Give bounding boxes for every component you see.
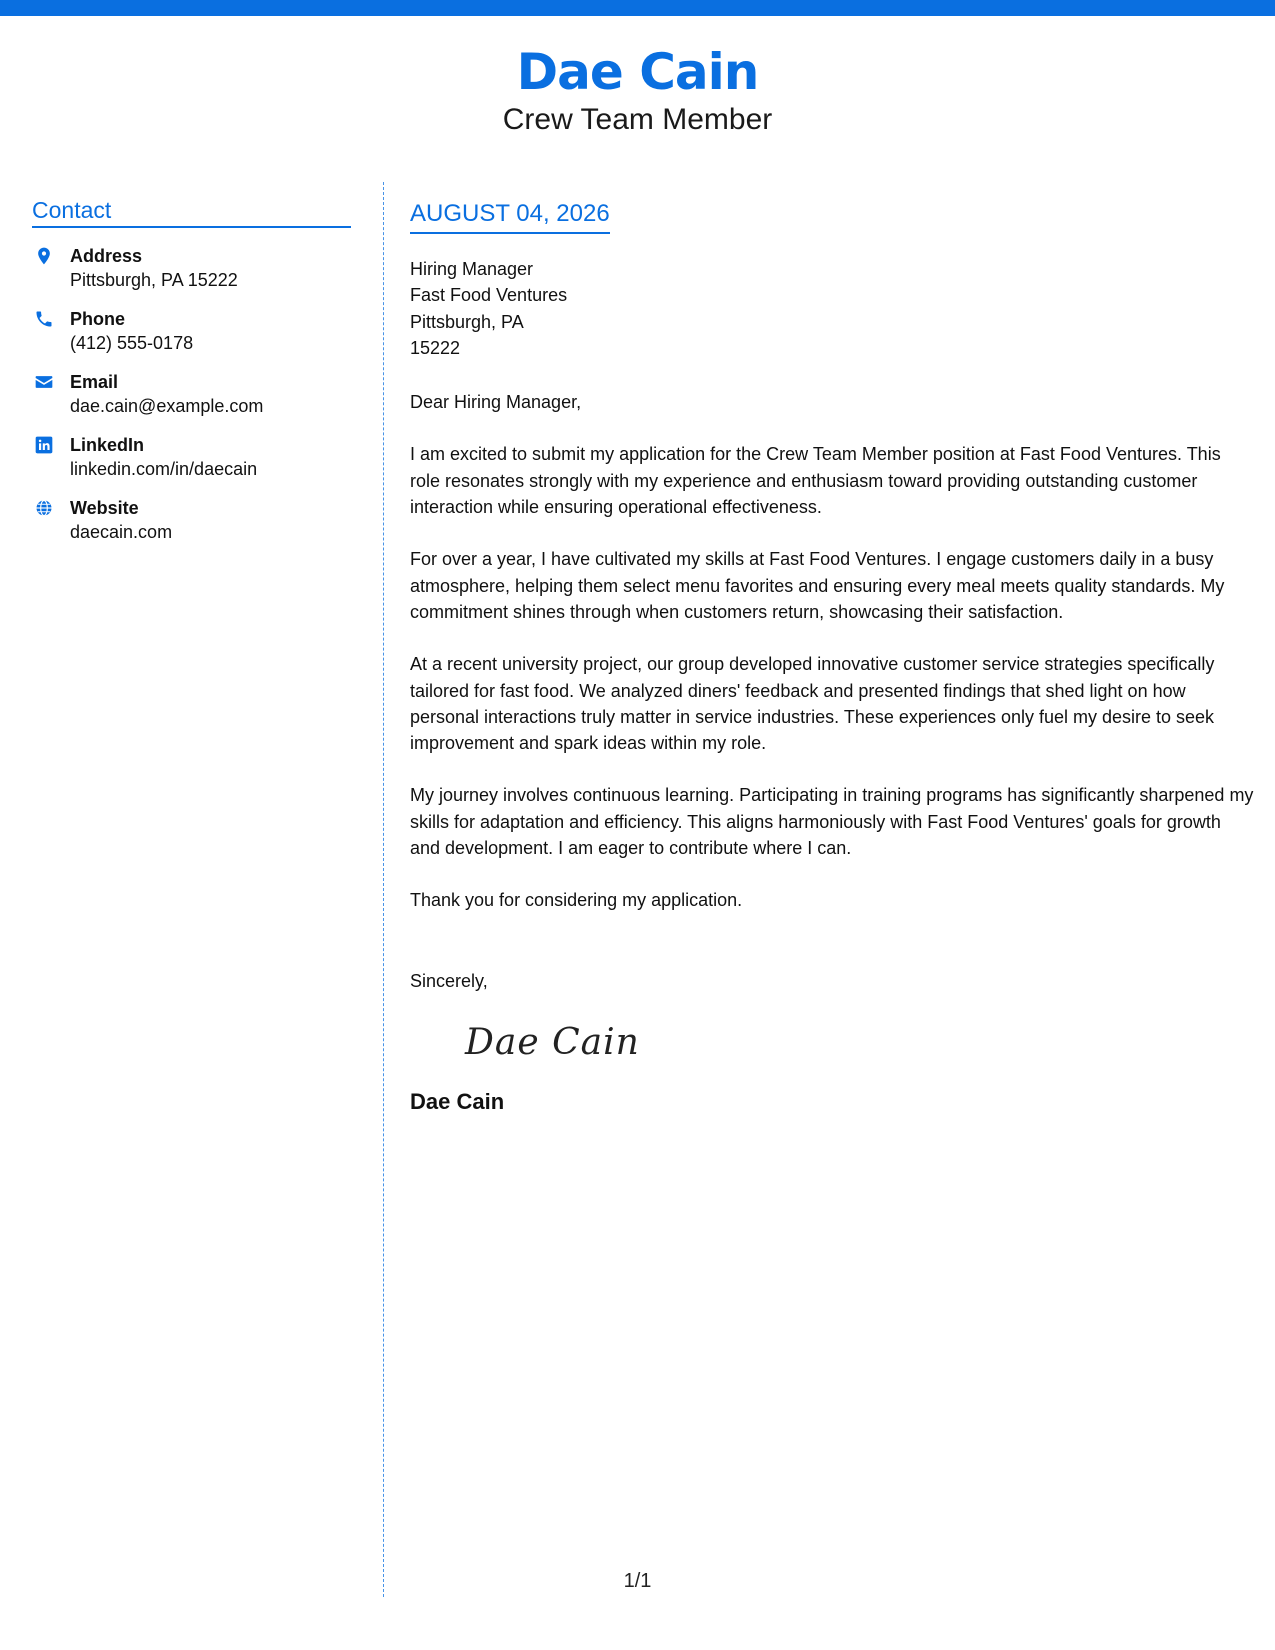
contact-heading: Contact: [32, 196, 351, 228]
contact-label: LinkedIn: [70, 435, 145, 455]
location-pin-icon: [34, 246, 54, 266]
signature: Dae Cain: [465, 1021, 640, 1063]
letter-date: AUGUST 04, 2026: [410, 198, 610, 234]
closing: Sincerely,: [410, 970, 488, 991]
phone-icon: [34, 309, 54, 329]
paragraph-1: I am excited to submit my application for the Crew Team Member position at Fast Food Ventures. This role resonates strongly with my experience and enthusiasm toward providing outstanding customer interaction while ensuring operational effectiveness.: [410, 444, 1221, 518]
contact-value: (412) 555-0178: [70, 333, 194, 353]
recipient-line: Pittsburgh, PA: [410, 311, 524, 332]
paragraph-3: At a recent university project, our group developed innovative customer service strategies specifically tailored for fast food. We analyzed diners' feedback and presented findings that shed light on how personal interactions truly matter in service industries. These experiences only fuel my desire to seek improvement and spark ideas within my role.: [410, 654, 1215, 754]
applicant-title: Crew Team Member: [502, 103, 773, 136]
linkedin-icon: [34, 435, 54, 455]
contact-label: Website: [70, 498, 139, 518]
signed-name: Dae Cain: [410, 1088, 505, 1114]
applicant-name: Dae Cain: [516, 43, 759, 101]
globe-icon: [34, 498, 54, 518]
column-divider: [383, 182, 384, 1597]
contact-item-address: [32, 244, 351, 307]
contact-label: Address: [70, 246, 143, 266]
contact-item-email: [32, 370, 351, 433]
recipient-line: 15222: [410, 337, 461, 358]
page-number: 1/1: [623, 1570, 652, 1592]
contact-value: dae.cain@example.com: [70, 396, 264, 416]
recipient-line: Hiring Manager: [410, 259, 534, 279]
recipient-block: [410, 256, 1255, 361]
letter-body: [410, 198, 1255, 1116]
paragraph-4: My journey involves continuous learning. Participating in training programs has significantly sharpened my skills for adaptation and efficiency. This aligns harmoniously with Fast Food Ventures' goals for growth and development. I am eager to contribute where I can.: [410, 785, 1254, 859]
top-accent-bar: [0, 0, 1275, 16]
contact-item-phone: [32, 307, 351, 370]
contact-label: Email: [70, 372, 119, 392]
contact-value: Pittsburgh, PA 15222: [70, 270, 238, 290]
contact-value: daecain.com: [70, 522, 173, 542]
contact-value: linkedin.com/in/daecain: [70, 459, 258, 479]
greeting: Dear Hiring Manager,: [410, 392, 582, 413]
thank-you-line: Thank you for considering my application.: [410, 890, 743, 911]
recipient-line: Fast Food Ventures: [410, 285, 568, 306]
email-icon: [34, 372, 54, 392]
header: [0, 42, 1275, 138]
paragraph-2: For over a year, I have cultivated my skills at Fast Food Ventures. I engage customers daily in a busy atmosphere, helping them select menu favorites and ensuring every meal meets quality standards. My commitment shines through when customers return, showcasing their satisfaction.: [410, 549, 1225, 622]
sidebar: [32, 196, 351, 559]
contact-item-website: [32, 496, 351, 559]
contact-item-linkedin: [32, 433, 351, 496]
contact-label: Phone: [70, 309, 126, 329]
contact-list: [32, 244, 351, 559]
